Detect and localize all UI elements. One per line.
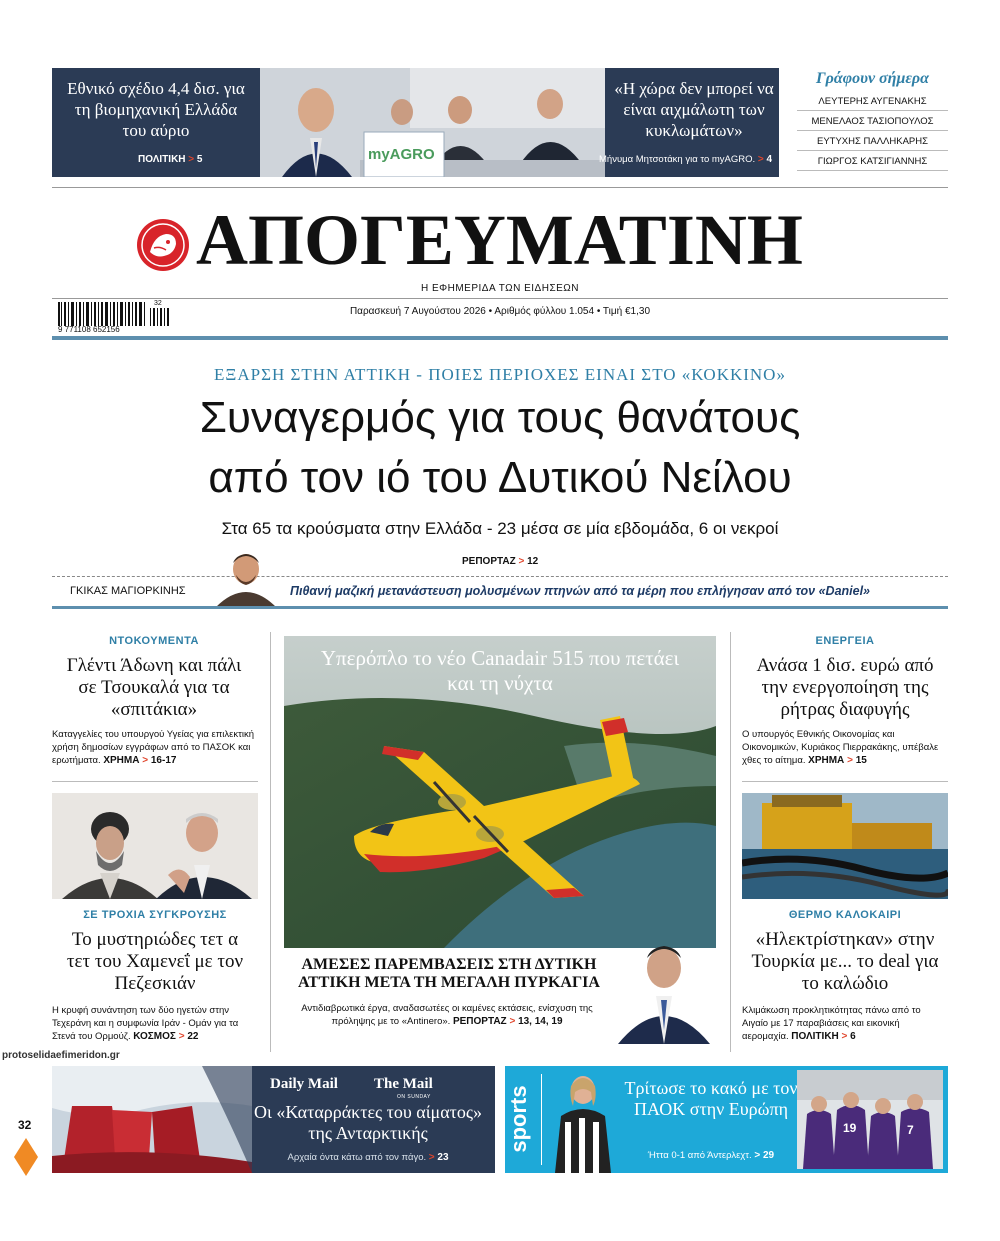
page-marker-icon (14, 1138, 38, 1176)
left-story2-photo (52, 793, 258, 899)
the-mail-logo: The Mail (374, 1076, 433, 1092)
center-story-body: Αντιδιαβρωτικά έργα, αναδασωτέες οι καμένες εκτάσεις, ενίσχυση της πρόληψης με το «Antinero». ΡΕΠΟΡΤΑΖ > 13, 14, 19 (301, 1003, 593, 1027)
col-divider-right (730, 632, 731, 1052)
bottom-sports-sub: Ήττα 0-1 από Άντερλεχτ. > 29 (647, 1150, 775, 1161)
masthead-top-rule (52, 187, 948, 188)
masthead-tagline: Η ΕΦΗΜΕΡΙΔΑ ΤΩΝ ΕΙΔΗΣΕΩΝ (420, 283, 579, 294)
masthead-title[interactable]: ΑΠΟΓΕΥΜΑΤΙΝΗ (196, 200, 803, 280)
left-story1-kicker: ΝΤΟΚΟΥΜΕΝΤΑ (109, 635, 199, 647)
masthead-logo-icon (136, 218, 190, 272)
bottom-sports-promo[interactable] (505, 1066, 948, 1173)
top-left-ref: ΠΟΛΙΤΙΚΗ > 5 (138, 154, 203, 165)
columnist-name[interactable]: ΓΚΙΚΑΣ ΜΑΓΙΟΡΚΙΝΗΣ (70, 585, 186, 597)
lead-headline-line1[interactable]: Συναγερμός για τους θανάτους (199, 393, 801, 442)
right-story1-body: Ο υπουργός Εθνικής Οικονομίας και Οικονομικών, Κυριάκος Πιερρακάκης, υπέβαλε χθες το αίτημα. ΧΡΗΜΑ > 15 (742, 729, 939, 766)
lead-ref: ΡΕΠΟΡΤΑΖ > 12 (462, 556, 539, 567)
svg-text:19: 19 (843, 1121, 857, 1135)
right-story2-title[interactable]: «Ηλεκτρίστηκαν» στην Τουρκία με... το deal για το καλώδιο (751, 929, 939, 994)
canadair-photo[interactable] (284, 636, 716, 948)
sports-label: sports (506, 1085, 531, 1153)
center-story-title[interactable]: ΑΜΕΣΕΣ ΠΑΡΕΜΒΑΣΕΙΣ ΣΤΗ ΔΥΤΙΚΗ ΑΤΤΙΚΗ ΜΕΤΑ ΤΗ ΜΕΓΑΛΗ ΠΥΡΚΑΓΙΑ (298, 956, 600, 991)
top-right-headline[interactable]: «Η χώρα δεν μπορεί να είναι αιχμάλωτη των κυκλωμάτων» (614, 79, 774, 140)
left-story1-title[interactable]: Γλέντι Άδωνη και πάλι σε Τσουκαλά για τα «σπιτάκια» (66, 655, 242, 720)
right-story2-body: Κλιμάκωση προκλητικότητας πάνω από το Αιγαίο με 17 παραβιάσεις και εικονική αερομαχία. ΠΟΛΙΤΙΚΗ > 6 (742, 1005, 921, 1042)
canadair-photo-headline: Υπερόπλο το νέο Canadair 515 που πετάει και τη νύχτα (320, 646, 680, 695)
writer-name[interactable]: ΕΥΤΥΧΗΣ ΠΑΛΛΗΚΑΡΗΣ (797, 136, 948, 151)
lead-overline[interactable]: ΕΞΑΡΣΗ ΣΤΗΝ ΑΤΤΙΚΗ - ΠΟΙΕΣ ΠΕΡΙΟΧΕΣ ΕΙΝΑΙ ΣΤΟ «ΚΟΚΚΙΝΟ» (214, 365, 786, 384)
writers-box (797, 68, 948, 177)
bottom-left-sub: Αρχαία όντα κάτω από τον πάγο. > 23 (287, 1152, 449, 1163)
left-story2-body: Η κρυφή συνάντηση των δύο ηγετών στην Τεχεράνη και η συμφωνία Ιράν - Ομάν για τα Στενά του Ορμούζ. ΚΟΣΜΟΣ > 22 (52, 1005, 239, 1042)
columnist-quote[interactable]: Πιθανή μαζική μετανάστευση μολυσμένων πτηνών από τα μέρη που επλήγησαν από τον «Daniel» (290, 584, 871, 598)
left-story2-kicker: ΣΕ ΤΡΟΧΙΑ ΣΥΓΚΡΟΥΣΗΣ (83, 909, 227, 921)
issue-info: Παρασκευή 7 Αυγούστου 2026 • Αριθμός φύλλου 1.054 • Τιμή €1,30 (349, 306, 651, 317)
right-story2-kicker: ΘΕΡΜΟ ΚΑΛΟΚΑΙΡΙ (788, 909, 902, 921)
top-banner[interactable] (52, 68, 779, 177)
right-story1-kicker: ΕΝΕΡΓΕΙΑ (815, 635, 875, 647)
the-mail-logo-small: ON SUNDAY (397, 1094, 431, 1100)
sports-divider (541, 1074, 542, 1165)
right-story2-photo (742, 793, 948, 899)
referee-photo (545, 1066, 621, 1173)
columnist-avatar (210, 549, 282, 607)
bottom-left-promo[interactable] (52, 1066, 495, 1173)
left-story2-title[interactable]: Το μυστηριώδες τετ α τετ του Χαμενεΐ με τον Πεζεσκιάν (66, 929, 244, 994)
bottom-left-headline[interactable]: Οι «Καταρράκτες του αίματος» της Ανταρκτικής (253, 1102, 482, 1143)
lead-bottom-rule (52, 606, 948, 609)
masthead-bottom-rule (52, 336, 948, 340)
right-story1-title[interactable]: Ανάσα 1 δισ. ευρώ από την ενεργοποίηση της ρήτρας διαφυγής (756, 655, 934, 720)
left-story1-body: Καταγγελίες του υπουργού Υγείας για επιλεκτική χρήση δημοσίων εγγράφων από το ΠΑΣΟΚ και ερωτήματα. ΧΡΗΜΑ > 16-17 (52, 729, 255, 766)
lead-dashed-rule (52, 576, 948, 577)
writer-name[interactable]: ΜΕΝΕΛΑΟΣ ΤΑΣΙΟΠΟΥΛΟΣ (797, 116, 948, 131)
top-banner-photo (260, 68, 605, 177)
barcode (58, 302, 170, 334)
bottom-sports-headline[interactable]: Τρίτωσε το κακό με τον ΠΑΟΚ στην Ευρώπη (624, 1078, 798, 1119)
writer-name[interactable]: ΓΙΩΡΓΟΣ ΚΑΤΣΙΓΙΑΝΝΗΣ (797, 156, 948, 171)
minister-photo (612, 934, 716, 1044)
left-rule1 (52, 781, 258, 782)
writers-title: Γράφουν σήμερα (815, 70, 929, 87)
side-source-label: protoselidaefimeridon.gr (2, 1050, 120, 1061)
daily-mail-logo: Daily Mail (270, 1076, 338, 1092)
col-divider-left (270, 632, 271, 1052)
top-right-sub: Μήνυμα Μητσοτάκη για το myAGRO. > 4 (599, 154, 772, 165)
masthead-mid-rule (52, 298, 948, 299)
lead-subhead: Στα 65 τα κρούσματα στην Ελλάδα - 23 μέσα σε μία εβδομάδα, 6 οι νεκροί (221, 519, 779, 538)
players-photo (797, 1070, 943, 1169)
right-rule1 (742, 781, 948, 782)
barcode-number: 9 771108 652156 (58, 325, 120, 334)
photo-sign-label: myAGRO (368, 146, 435, 163)
lead-headline-line2[interactable]: από τον ιό του Δυτικού Νείλου (208, 453, 792, 502)
writer-name[interactable]: ΛΕΥΤΕΡΗΣ ΑΥΓΕΝΑΚΗΣ (797, 96, 948, 111)
svg-text:7: 7 (907, 1123, 914, 1137)
barcode-issue: 32 (154, 300, 162, 307)
top-left-headline[interactable]: Εθνικό σχέδιο 4,4 δισ. για τη βιομηχανική Ελλάδα του αύριο (67, 79, 245, 140)
page-number: 32 (18, 1118, 32, 1132)
